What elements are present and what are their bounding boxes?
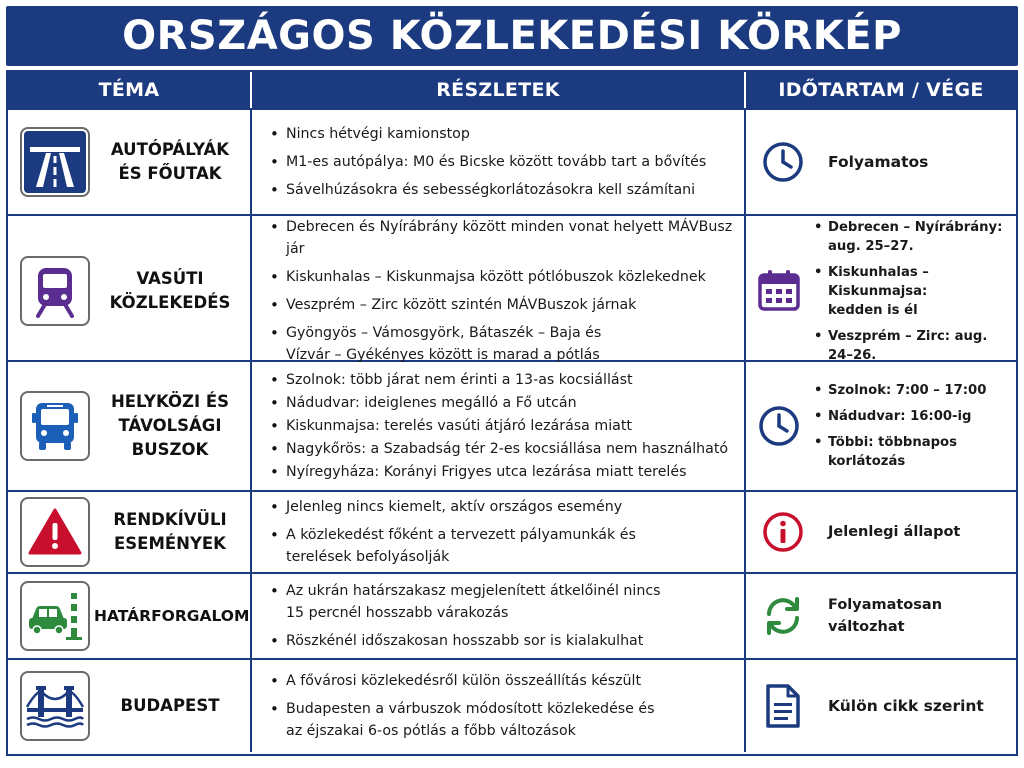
details-cell [250, 660, 744, 752]
topic-label-line: VASÚTI [136, 269, 204, 288]
duration-cell [744, 492, 1016, 572]
clock-icon [760, 139, 806, 185]
topic-label [90, 604, 253, 628]
list-item: • Szolnok: 7:00 – 17:00 [814, 381, 1016, 400]
table-row-rail [8, 214, 1016, 363]
traffic-overview-table [6, 70, 1018, 756]
list-item: • M1-es autópálya: M0 és Bicske között tovább tart a bővítés [266, 151, 734, 173]
warning-icon [20, 497, 90, 567]
topic-label-line: AUTÓPÁLYÁK [110, 140, 230, 159]
train-icon [20, 256, 90, 326]
topic-label [90, 694, 250, 718]
list-item: • Veszprém – Zirc: aug. 24–26. [814, 327, 1016, 365]
duration-cell [744, 216, 1016, 366]
list-item: • A fővárosi közlekedésről külön összeállítás készült [266, 670, 734, 692]
list-item: • Debrecen és Nyírábrány között minden vonat helyett MÁVBusz jár [266, 216, 734, 260]
duration-list [802, 218, 1016, 365]
topic-label [90, 508, 250, 556]
duration-cell [744, 110, 1016, 214]
topic-cell [8, 660, 250, 752]
list-item: • Kiskunmajsa: terelés vasúti átjáró lezárása miatt [266, 415, 734, 437]
topic-cell [8, 110, 250, 214]
clock-icon [756, 403, 802, 449]
topic-label-line: HATÁRFORGALOM [94, 607, 250, 625]
duration-text: Jelenlegi állapot [828, 524, 961, 540]
header-details: RÉSZLETEK [250, 72, 744, 108]
list-item: • A közlekedést főként a tervezett pályamunkák és terelések befolyásolják [266, 524, 734, 568]
list-item: • Az ukrán határszakasz megjelenített átkelőinél nincs 15 percnél hosszabb várakozás [266, 580, 734, 624]
table-row-border-traffic [8, 572, 1016, 658]
list-item: • Nádudvar: ideiglenes megálló a Fő utcán [266, 392, 734, 414]
duration-cell [744, 574, 1016, 658]
topic-label [90, 138, 250, 186]
list-item: • Többi: többnapos korlátozás [814, 433, 1016, 471]
duration-cell [744, 362, 1016, 490]
info-icon [760, 509, 806, 555]
topic-cell [8, 216, 250, 366]
duration-text: Folyamatosan változhat [828, 597, 943, 635]
topic-cell [8, 492, 250, 572]
document-icon [760, 683, 806, 729]
details-cell [250, 574, 744, 658]
table-row-motorways [8, 108, 1016, 214]
topic-cell [8, 362, 250, 490]
topic-label-line: RENDKÍVÜLI [113, 510, 227, 529]
topic-label-line: ÉS FŐUTAK [118, 164, 222, 183]
list-item: • Budapesten a várbuszok módosított közlekedése és az éjszakai 6-os pótlás a főbb változások [266, 698, 734, 742]
header-topic: TÉMA [98, 79, 160, 101]
calendar-icon [756, 268, 802, 314]
table-row-budapest [8, 658, 1016, 752]
topic-label-line: BUSZOK [131, 440, 209, 459]
topic-label [90, 390, 250, 462]
list-item: • Kiskunhalas – Kiskunmajsa: kedden is él [814, 263, 1016, 320]
list-item: • Veszprém – Zirc között szintén MÁVBuszok járnak [266, 294, 734, 316]
bridge-icon [20, 671, 90, 741]
page-title: ORSZÁGOS KÖZLEKEDÉSI KÖRKÉP [6, 6, 1018, 66]
table-header [8, 72, 1016, 108]
border-crossing-icon [20, 581, 90, 651]
list-item: • Kiskunhalas – Kiskunmajsa között pótlóbuszok közlekednek [266, 266, 734, 288]
topic-label-line: ESEMÉNYEK [114, 534, 226, 553]
duration-text: Külön cikk szerint [828, 697, 984, 715]
list-item: • Röszkénél időszakosan hosszabb sor is kialakulhat [266, 630, 734, 652]
table-row-buses [8, 360, 1016, 490]
topic-cell [8, 574, 250, 658]
list-item: • Nagykőrös: a Szabadság tér 2-es kocsiállása nem használható [266, 438, 734, 460]
list-item: • Jelenleg nincs kiemelt, aktív országos esemény [266, 496, 734, 518]
topic-label-line: KÖZLEKEDÉS [109, 293, 231, 312]
list-item: • Gyöngyös – Vámosgyörk, Bátaszék – Baja és Vízvár – Gyékényes között is marad a pótlás [266, 322, 734, 366]
bus-icon [20, 391, 90, 461]
details-cell [250, 492, 744, 572]
list-item: • Nincs hétvégi kamionstop [266, 123, 734, 145]
list-item: • Debrecen – Nyírábrány: aug. 25–27. [814, 218, 1016, 256]
refresh-icon [760, 593, 806, 639]
duration-cell [744, 660, 1016, 752]
duration-list [802, 381, 1016, 471]
list-item: • Sávelhúzásokra és sebességkorlátozásokra kell számítani [266, 179, 734, 201]
list-item: • Nádudvar: 16:00-ig [814, 407, 1016, 426]
list-item: • Szolnok: több járat nem érinti a 13-as kocsiállást [266, 369, 734, 391]
topic-label-line: TÁVOLSÁGI [118, 416, 222, 435]
motorway-icon [20, 127, 90, 197]
details-cell [250, 362, 744, 490]
details-cell [250, 110, 744, 214]
topic-label-line: HELYKÖZI ÉS [110, 392, 230, 411]
list-item: • Nyíregyháza: Korányi Frigyes utca lezárása miatt terelés [266, 461, 734, 483]
topic-label [90, 267, 250, 315]
details-cell [250, 216, 744, 366]
header-duration: IDŐTARTAM / VÉGE [744, 72, 1016, 108]
table-row-emergencies [8, 490, 1016, 572]
duration-text: Folyamatos [828, 153, 929, 171]
topic-label-line: BUDAPEST [120, 696, 220, 715]
